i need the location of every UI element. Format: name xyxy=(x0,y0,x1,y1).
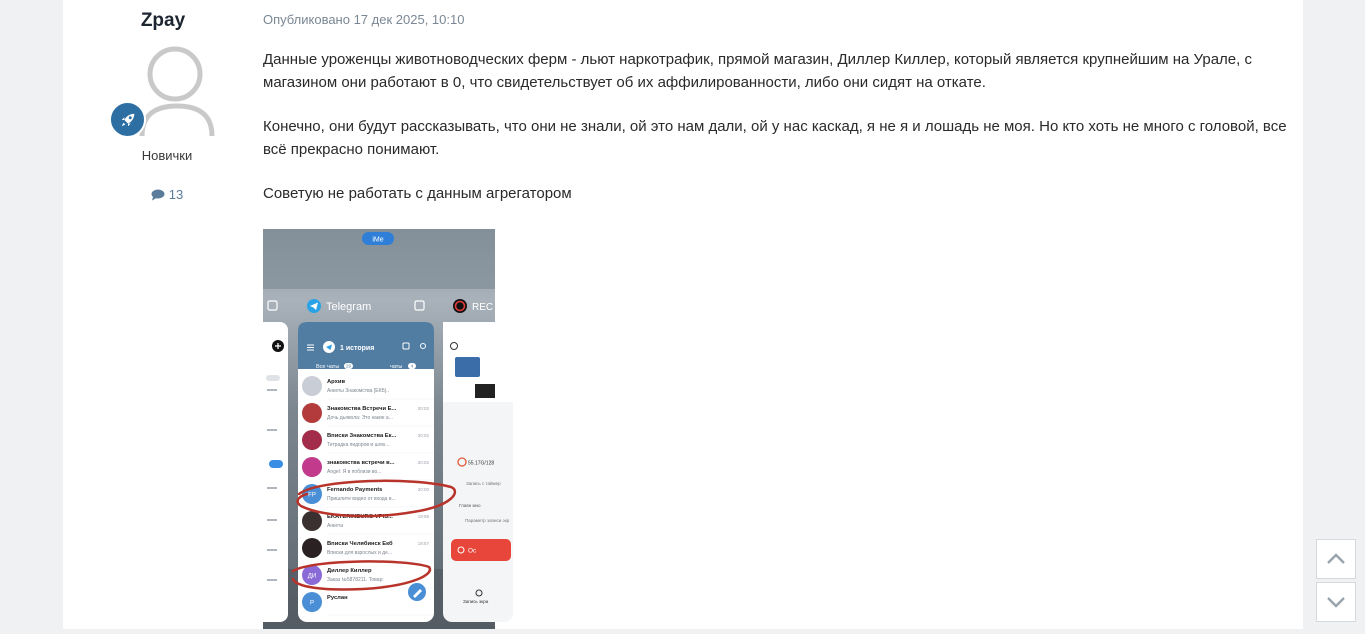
chat-name: Вписки Челябинск Екб xyxy=(327,541,393,547)
right-card-button: Ос xyxy=(468,547,477,555)
chat-time: 20:00 xyxy=(417,487,429,492)
forum-post xyxy=(63,0,1303,629)
right-card-line: Главн мно xyxy=(459,503,481,508)
right-card-footer: Запись экра xyxy=(463,599,489,604)
chat-initials: ДИ xyxy=(307,573,317,580)
chat-preview: Анкеты Знакомства [ЕКБ].. xyxy=(327,388,389,394)
tab-badge: 29 xyxy=(345,363,352,369)
chat-time: 20:02 xyxy=(417,433,429,438)
chat-name: Руслан xyxy=(327,595,348,601)
tab-chats: чаты xyxy=(390,364,403,370)
chat-time: 19:58 xyxy=(417,514,429,519)
chat-avatar xyxy=(302,457,322,477)
tab-badge: 4 xyxy=(410,363,414,369)
chat-avatar xyxy=(302,376,322,396)
chat-preview: Тетрадка пидоров и шлю... xyxy=(327,442,390,448)
paragraph: Данные уроженцы животноводческих ферм - льют наркотрафик, прямой магазин, Диллер Киллер, который является крупнейшим на Урале, с магазином они работают в 0, что свидетельствует об их аффилированности, либо они сидят на откате. xyxy=(263,51,1252,91)
right-app-label: REC xyxy=(472,302,494,313)
right-card-line: Запись с таймер xyxy=(466,481,501,486)
chat-avatar xyxy=(302,511,322,531)
phone-screenshot xyxy=(263,229,510,629)
chat-name: Архив xyxy=(327,379,346,385)
scroll-controls xyxy=(1316,539,1356,625)
post-count-value: 13 xyxy=(168,187,184,202)
chat-time: 19:57 xyxy=(417,541,429,546)
scroll-to-top-button[interactable] xyxy=(1316,539,1356,579)
chat-name: Вписки Знакомства Ек... xyxy=(327,433,397,439)
chat-avatar xyxy=(302,430,322,450)
app-label: Telegram xyxy=(326,301,372,313)
chat-time: 20:02 xyxy=(417,460,429,465)
comment-icon xyxy=(151,189,165,201)
storage-text: 55.17G/128 xyxy=(468,460,495,467)
chat-time: 20:02 xyxy=(417,406,429,411)
tab-all-chats: Все чаты xyxy=(316,364,340,370)
rank-title: Новички xyxy=(141,148,193,163)
avatar[interactable] xyxy=(140,44,214,138)
paragraph: Конечно, они будут рассказывать, что они не знали, ой это нам дали, ой у нас каскад, я не я и лошадь не моя. Но кто хоть не много с головой, все всё прекрасно понимают. xyxy=(263,118,1287,158)
post-count[interactable] xyxy=(63,187,271,202)
rocket-icon xyxy=(119,111,137,129)
chat-preview: Вписки для взрослых и де... xyxy=(327,550,393,556)
chevron-down-icon xyxy=(1326,595,1346,609)
scroll-to-bottom-button[interactable] xyxy=(1316,582,1356,622)
chat-initials: Р xyxy=(309,600,315,607)
chat-name: Fernando Payments xyxy=(327,487,383,493)
chat-name: Знакомства Встречи Е... xyxy=(327,406,397,412)
attached-image[interactable] xyxy=(263,229,510,629)
chat-header-title: 1 история xyxy=(340,345,375,352)
chevron-up-icon xyxy=(1326,552,1346,566)
chat-initials: FP xyxy=(308,492,316,499)
rank-badge xyxy=(109,101,146,138)
post-content xyxy=(263,49,1293,228)
chat-name: Диллер Киллер xyxy=(327,568,372,574)
paragraph: Советую не работать с данным агрегатором xyxy=(263,185,572,202)
chat-preview: Пришлите видео от входа в... xyxy=(327,496,396,502)
chat-preview: Дочь дьявола: Это какие а... xyxy=(327,415,393,421)
chat-preview: Angel: Я в поблизи во... xyxy=(327,469,382,475)
status-pill-text: iMe xyxy=(372,236,384,244)
chat-avatar xyxy=(302,403,322,423)
chat-preview: Анкета xyxy=(327,523,343,529)
published-date: Опубликовано 17 дек 2025, 10:10 xyxy=(263,12,465,27)
chat-name: EKATERINBURG VPIS... xyxy=(327,514,393,520)
chat-name: знакомства встречи в... xyxy=(327,460,395,466)
author-name[interactable]: Zpay xyxy=(140,10,186,31)
chat-preview: Заказ №5878211. Товар: xyxy=(327,577,384,583)
right-card-line: Параметр записи экр xyxy=(465,518,510,523)
chat-avatar xyxy=(302,538,322,558)
